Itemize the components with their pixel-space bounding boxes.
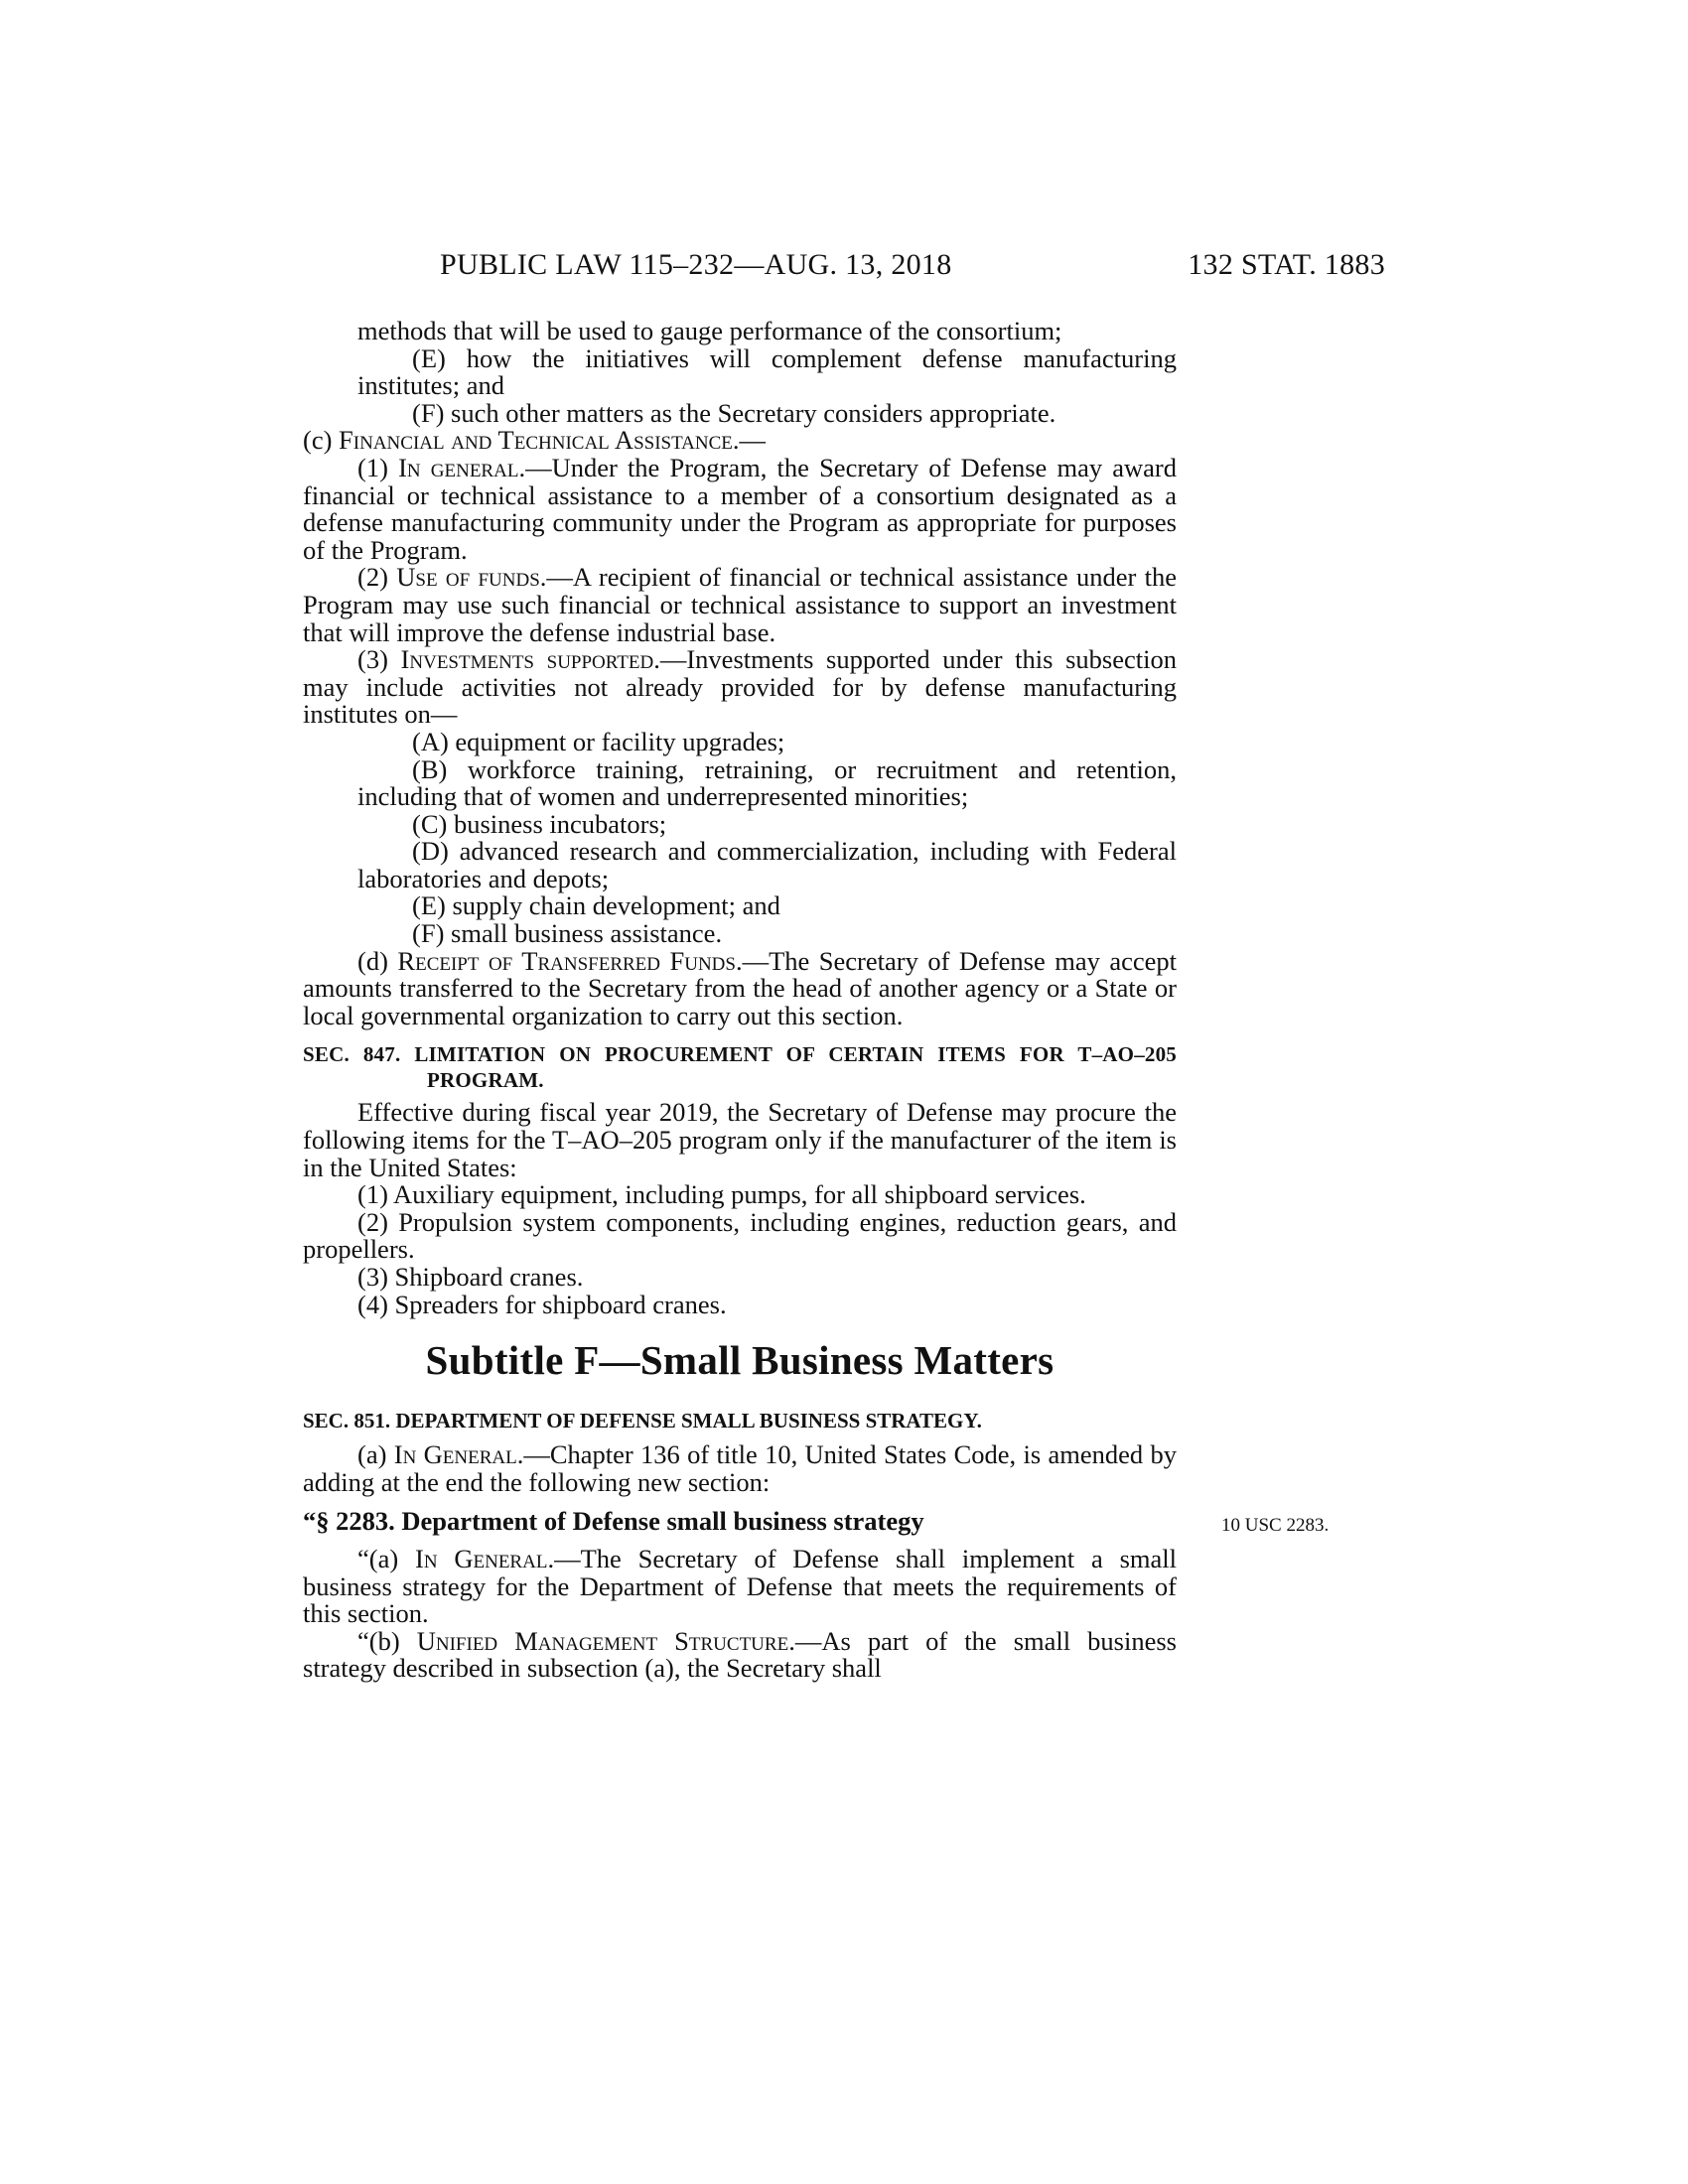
section-851-a: (a) In General.—Chapter 136 of title 10, United States Code, is amended by adding at the end the following new section: — [303, 1439, 1177, 1497]
item-B: (B) workforce training, retraining, or recruitment and retention, including that of women and underrepresented minorities; — [357, 753, 1177, 812]
section-851-heading: SEC. 851. DEPARTMENT OF DEFENSE SMALL BUSINESS STRATEGY. — [303, 1409, 982, 1433]
quoted-subsection-b: “(b) Unified Management Structure.—As part of the small business strategy described in subsection (a), the Secretary shall — [303, 1625, 1177, 1684]
subsection-d: (d) Receipt of Transferred Funds.—The Secretary of Defense may accept amounts transferred to the Secretary from the head of another agency or a State or local governmental organization to carry out this section. — [303, 945, 1178, 1030]
paragraph-F: (F) such other matters as the Secretary considers appropriate. — [412, 397, 1056, 428]
subsection-c-3: (3) Investments supported.—Investments supported under this subsection may include activities not already provided for by defense manufacturing institutes on— — [303, 644, 1177, 730]
section-847-heading: SEC. 847. LIMITATION ON PROCUREMENT OF CERTAIN ITEMS FOR T–AO–205 PROGRAM. — [303, 1042, 1177, 1093]
quoted-subsection-a: “(a) In General.—The Secretary of Defense shall implement a small business strategy for the Department of Defense that meets the requirements of this section. — [303, 1543, 1177, 1629]
section-2283-title: “§ 2283. Department of Defense small business strategy 10 USC 2283. — [303, 1508, 1177, 1536]
item-E: (E) supply chain development; and — [412, 890, 780, 921]
section-847-intro: Effective during fiscal year 2019, the Secretary of Defense may procure the following items for the T–AO–205 program only if the manufacturer of the item is in the United States: — [303, 1097, 1177, 1182]
statute-page-number: 132 STAT. 1883 — [1188, 248, 1385, 281]
subtitle-heading: Subtitle F—Small Business Matters — [425, 1337, 1055, 1384]
subsection-c: (c) Financial and Technical Assistance.— — [303, 425, 767, 456]
paragraph-continuation: methods that will be used to gauge performance of the consortium; — [357, 316, 1062, 345]
item-D: (D) advanced research and commercialization, including with Federal laboratories and depots; — [357, 836, 1177, 893]
item-A: (A) equipment or facility upgrades; — [412, 726, 785, 756]
page-header — [440, 248, 1385, 288]
subsection-c-2: (2) Use of funds.—A recipient of financial or technical assistance under the Program may use such financial or technical assistance to support an investment that will improve the defense industrial base. — [303, 562, 1178, 647]
section-847-item-4: (4) Spreaders for shipboard cranes. — [357, 1289, 727, 1319]
item-F: (F) small business assistance. — [412, 918, 723, 949]
usc-margin-note: 10 USC 2283. — [1221, 1515, 1330, 1537]
paragraph-E: (E) how the initiatives will complement defense manufacturing institutes; and — [357, 342, 1177, 401]
item-C: (C) business incubators; — [412, 808, 667, 839]
section-847-item-3: (3) Shipboard cranes. — [357, 1262, 584, 1292]
subsection-c-1: (1) In general.—Under the Program, the Secretary of Defense may award financial or technical assistance to a member of a consortium designated as a defense manufacturing community under the Program as appropriate for purposes of the Program. — [303, 452, 1178, 565]
page-body — [303, 316, 1330, 1684]
section-847-item-2: (2) Propulsion system components, including engines, reduction gears, and propellers. — [303, 1206, 1177, 1265]
section-847-item-1: (1) Auxiliary equipment, including pumps, for all shipboard services. — [357, 1179, 1086, 1210]
public-law-citation: PUBLIC LAW 115–232—AUG. 13, 2018 — [440, 248, 952, 281]
